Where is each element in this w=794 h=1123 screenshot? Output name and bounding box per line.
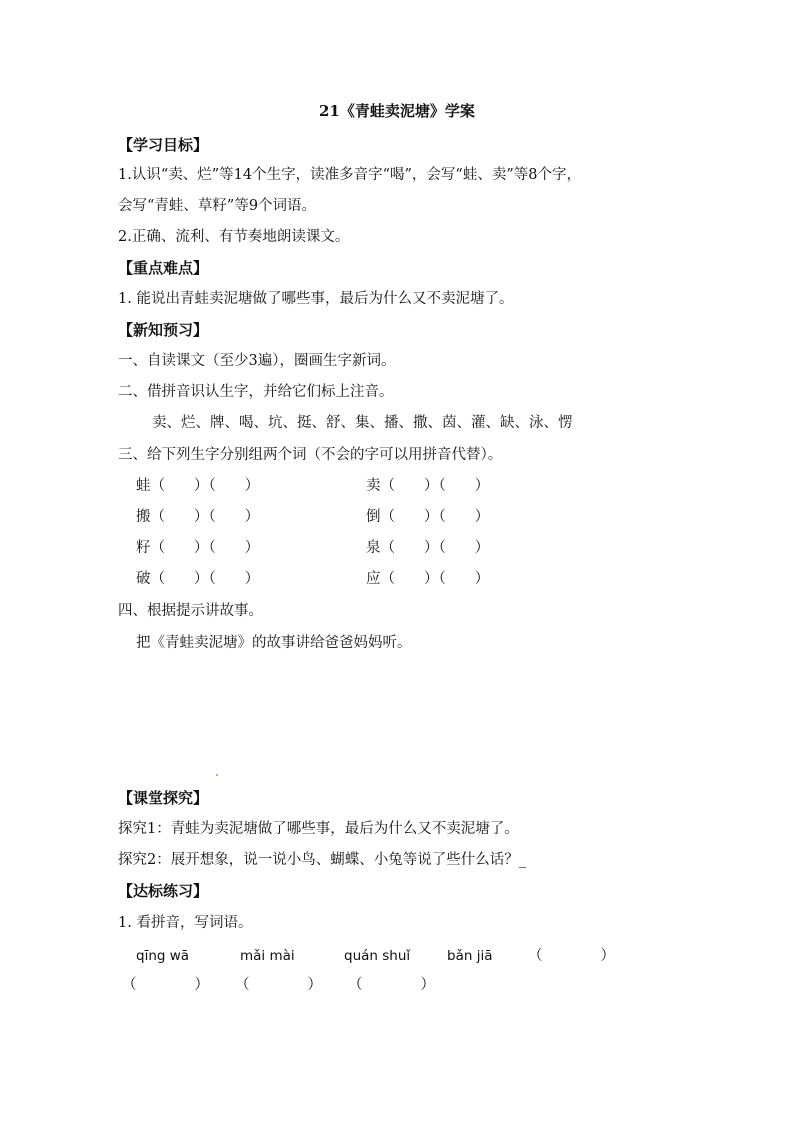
goals-line-1: 1.认识“卖、烂”等14个生字，读准多音字“喝”，会写“蛙、卖”等8个字， xyxy=(118,167,581,183)
keypoints-heading: 【重点难点】 xyxy=(118,259,209,277)
answer-blank[interactable]: （ ） xyxy=(528,948,615,964)
preview-item-3: 三、给下列生字分别组两个词（不会的字可以用拼音代替）。 xyxy=(118,447,503,463)
preview-item-4: 四、根据提示讲故事。 xyxy=(118,603,263,619)
preview-heading: 【新知预习】 xyxy=(118,321,209,339)
word-row-right: 倒（ ）（ ） xyxy=(366,509,490,525)
pinyin-word: bǎn jiā xyxy=(447,948,493,964)
word-row-left: 蛙（ ）（ ） xyxy=(136,478,260,494)
explore-question-1: 探究1：青蛙为卖泥塘做了哪些事，最后为什么又不卖泥塘了。 xyxy=(118,821,519,837)
answer-blank[interactable]: （ ） xyxy=(122,977,209,993)
pinyin-word: quán shuǐ xyxy=(344,948,411,964)
answer-blank[interactable]: （ ） xyxy=(235,977,322,993)
word-row-left: 破（ ）（ ） xyxy=(136,571,260,587)
word-row-right: 应（ ）（ ） xyxy=(366,571,490,587)
word-row-left: 籽（ ）（ ） xyxy=(136,540,260,556)
page-title: 21《青蛙卖泥塘》学案 xyxy=(319,102,475,120)
new-characters-list: 卖、烂、牌、喝、坑、挺、舒、集、播、撒、茵、灌、缺、泳、愣 xyxy=(152,415,573,431)
preview-item-1: 一、自读课文（至少3遍），圈画生字新词。 xyxy=(118,353,396,369)
practice-item-1: 1. 看拼音，写词语。 xyxy=(118,915,253,931)
preview-item-2: 二、借拼音识认生字，并给它们标上注音。 xyxy=(118,384,394,400)
pinyin-word: mǎi mài xyxy=(240,948,295,964)
goals-heading: 【学习目标】 xyxy=(118,136,209,154)
answer-blank[interactable]: （ ） xyxy=(348,977,435,993)
explore-question-2: 探究2：展开想象，说一说小鸟、蝴蝶、小兔等说了些什么话？_ xyxy=(118,852,526,868)
word-row-right: 卖（ ）（ ） xyxy=(366,478,490,494)
pinyin-word: qīng wā xyxy=(136,948,190,964)
word-row-left: 搬（ ）（ ） xyxy=(136,509,260,525)
practice-heading: 【达标练习】 xyxy=(118,882,209,900)
stray-dot xyxy=(216,774,218,776)
word-row-right: 泉（ ）（ ） xyxy=(366,540,490,556)
goals-line-3: 2.正确、流利、有节奏地朗读课文。 xyxy=(118,229,350,245)
keypoints-line-1: 1. 能说出青蛙卖泥塘做了哪些事，最后为什么又不卖泥塘了。 xyxy=(118,291,514,307)
explore-heading: 【课堂探究】 xyxy=(118,789,209,807)
goals-line-2: 会写“青蛙、草籽”等9个词语。 xyxy=(118,198,317,214)
preview-item-4-detail: 把《青蛙卖泥塘》的故事讲给爸爸妈妈听。 xyxy=(136,635,412,651)
